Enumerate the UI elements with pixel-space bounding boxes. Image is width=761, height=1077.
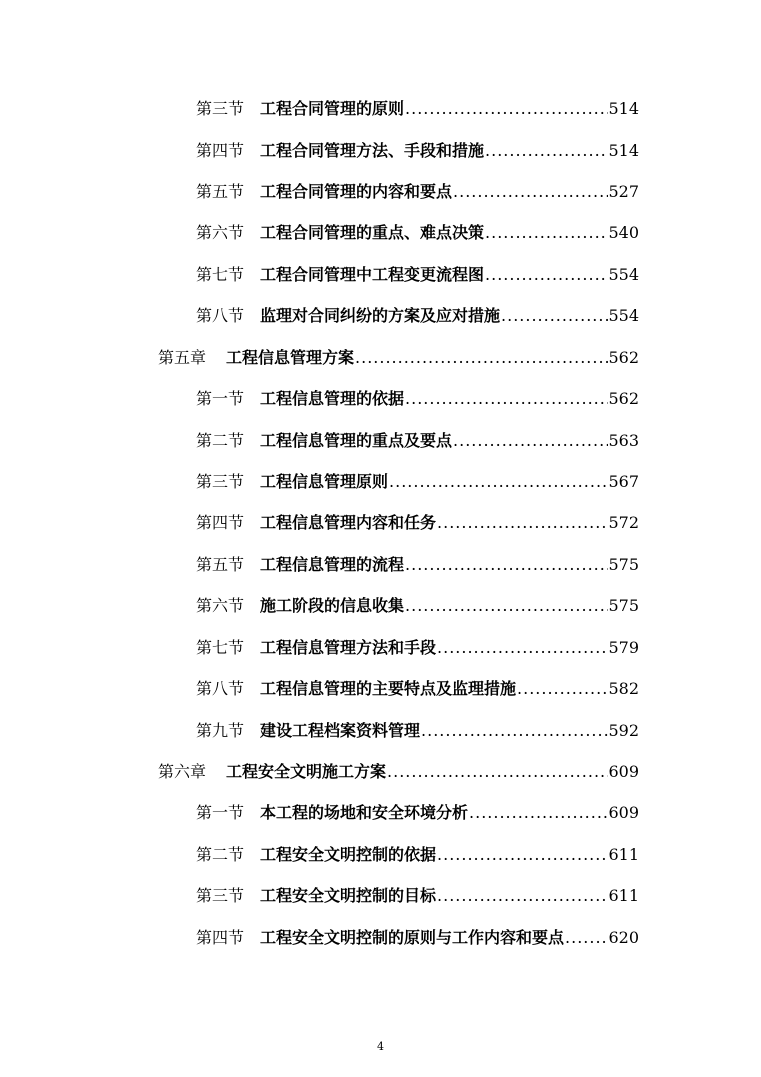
entry-title: 工程合同管理的重点、难点决策 — [260, 223, 485, 242]
entry-title: 本工程的场地和安全环境分析 — [260, 803, 469, 822]
toc-entry-chapter[interactable] — [158, 347, 639, 369]
dot-leader — [404, 388, 608, 410]
dot-leader — [468, 802, 608, 824]
dot-leader — [404, 595, 608, 617]
entry-title: 工程安全文明施工方案 — [226, 762, 387, 781]
dot-leader — [484, 222, 608, 244]
dot-leader — [386, 761, 608, 783]
entry-page: 611 — [608, 845, 639, 864]
entry-number: 第五节 — [196, 182, 245, 201]
toc-entry[interactable] — [196, 595, 639, 617]
dot-leader — [484, 140, 608, 162]
toc-entry-chapter[interactable] — [158, 761, 639, 783]
toc-entry[interactable] — [196, 885, 639, 907]
entry-page: 575 — [608, 596, 639, 615]
entry-page: 611 — [608, 886, 639, 905]
toc-entry[interactable] — [196, 844, 639, 866]
dot-leader — [354, 347, 608, 369]
entry-page: 609 — [608, 803, 639, 822]
dot-leader — [452, 181, 608, 203]
dot-leader — [484, 264, 608, 286]
entry-page: 582 — [608, 679, 639, 698]
dot-leader — [564, 927, 608, 949]
entry-page: 540 — [608, 223, 639, 242]
toc-entry[interactable] — [196, 140, 639, 162]
dot-leader — [388, 471, 608, 493]
dot-leader — [404, 98, 608, 120]
entry-number: 第五章 — [158, 348, 207, 367]
entry-title: 施工阶段的信息收集 — [260, 596, 405, 615]
entry-title: 工程安全文明控制的原则与工作内容和要点 — [260, 928, 565, 947]
entry-title: 工程信息管理方案 — [226, 348, 355, 367]
entry-number: 第五节 — [196, 555, 245, 574]
toc-entry[interactable] — [196, 802, 639, 824]
entry-number: 第八节 — [196, 679, 245, 698]
entry-number: 第三节 — [196, 472, 245, 491]
entry-title: 工程合同管理中工程变更流程图 — [260, 265, 485, 284]
entry-title: 监理对合同纠纷的方案及应对措施 — [260, 306, 501, 325]
entry-page: 575 — [608, 555, 639, 574]
entry-number: 第三节 — [196, 886, 245, 905]
entry-page: 562 — [608, 389, 639, 408]
entry-number: 第八节 — [196, 306, 245, 325]
toc-entry[interactable] — [196, 305, 639, 327]
toc-entry[interactable] — [196, 512, 639, 534]
dot-leader — [500, 305, 608, 327]
toc-entry[interactable] — [196, 222, 639, 244]
entry-number: 第四节 — [196, 928, 245, 947]
toc-entry[interactable] — [196, 678, 639, 700]
toc-entry[interactable] — [196, 181, 639, 203]
dot-leader — [436, 885, 608, 907]
entry-title: 工程信息管理方法和手段 — [260, 638, 437, 657]
entry-number: 第七节 — [196, 265, 245, 284]
dot-leader — [436, 512, 608, 534]
entry-title: 工程合同管理方法、手段和措施 — [260, 141, 485, 160]
entry-title: 工程安全文明控制的目标 — [260, 886, 437, 905]
entry-number: 第三节 — [196, 99, 245, 118]
entry-title: 工程信息管理原则 — [260, 472, 389, 491]
entry-number: 第四节 — [196, 141, 245, 160]
dot-leader — [436, 637, 608, 659]
entry-page: 567 — [608, 472, 639, 491]
entry-page: 579 — [608, 638, 639, 657]
entry-title: 工程合同管理的原则 — [260, 99, 405, 118]
page-number: 4 — [377, 1040, 384, 1053]
entry-title: 工程安全文明控制的依据 — [260, 845, 437, 864]
entry-number: 第六节 — [196, 223, 245, 242]
entry-page: 554 — [608, 306, 639, 325]
entry-page: 609 — [608, 762, 639, 781]
entry-title: 建设工程档案资料管理 — [260, 721, 421, 740]
dot-leader — [452, 430, 608, 452]
dot-leader — [420, 720, 608, 742]
entry-page: 592 — [608, 721, 639, 740]
dot-leader — [404, 554, 608, 576]
entry-page: 554 — [608, 265, 639, 284]
entry-title: 工程信息管理的流程 — [260, 555, 405, 574]
entry-number: 第二节 — [196, 845, 245, 864]
entry-title: 工程信息管理内容和任务 — [260, 513, 437, 532]
entry-number: 第二节 — [196, 431, 245, 450]
entry-title: 工程信息管理的重点及要点 — [260, 431, 453, 450]
entry-page: 527 — [608, 182, 639, 201]
dot-leader — [516, 678, 608, 700]
toc-entry[interactable] — [196, 430, 639, 452]
entry-title: 工程信息管理的主要特点及监理措施 — [260, 679, 517, 698]
entry-number: 第四节 — [196, 513, 245, 532]
entry-number: 第六章 — [158, 762, 207, 781]
toc-entry[interactable] — [196, 98, 639, 120]
toc-entry[interactable] — [196, 720, 639, 742]
entry-number: 第一节 — [196, 803, 245, 822]
entry-page: 563 — [608, 431, 639, 450]
dot-leader — [436, 844, 608, 866]
toc-entry[interactable] — [196, 927, 639, 949]
toc-entry[interactable] — [196, 637, 639, 659]
toc-entry[interactable] — [196, 264, 639, 286]
entry-page: 620 — [608, 928, 639, 947]
entry-page: 514 — [608, 99, 639, 118]
entry-title: 工程合同管理的内容和要点 — [260, 182, 453, 201]
toc-entry[interactable] — [196, 471, 639, 493]
entry-page: 572 — [608, 513, 639, 532]
entry-number: 第六节 — [196, 596, 245, 615]
toc-entry[interactable] — [196, 554, 639, 576]
entry-page: 562 — [608, 348, 639, 367]
toc-entry[interactable] — [196, 388, 639, 410]
entry-page: 514 — [608, 141, 639, 160]
entry-number: 第九节 — [196, 721, 245, 740]
entry-number: 第七节 — [196, 638, 245, 657]
entry-number: 第一节 — [196, 389, 245, 408]
entry-title: 工程信息管理的依据 — [260, 389, 405, 408]
